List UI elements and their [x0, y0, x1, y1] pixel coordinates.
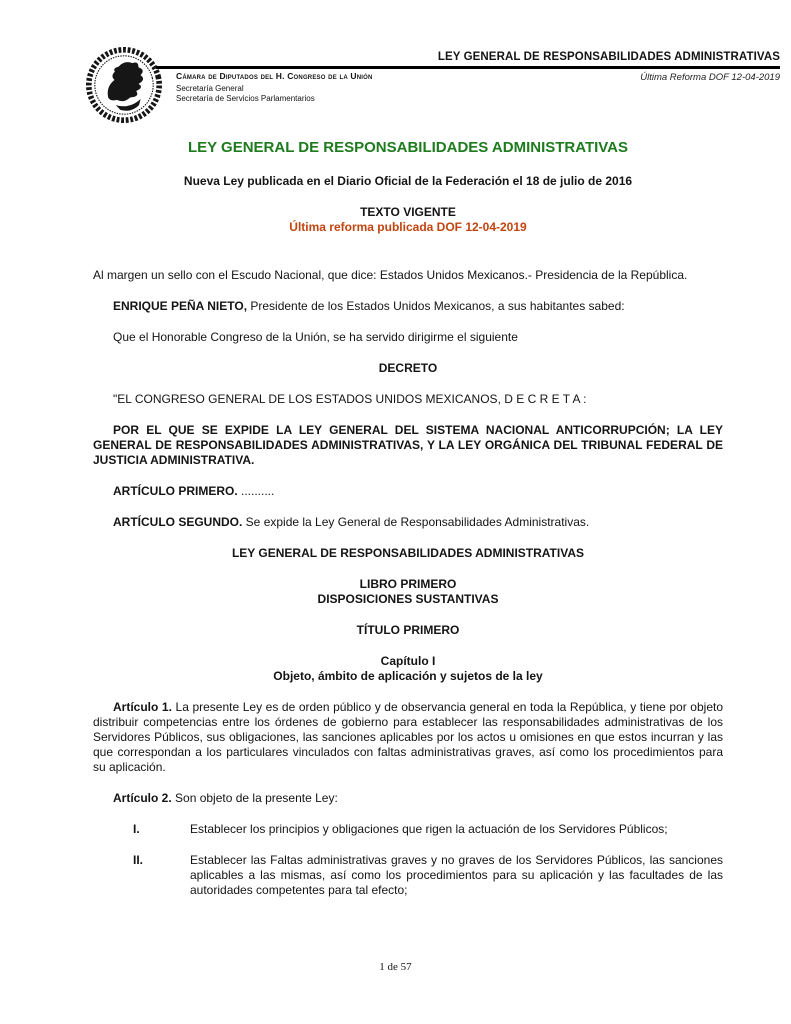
articulo-segundo-rest: Se expide la Ley General de Responsabilidades Administrativas.	[242, 515, 590, 529]
heading-libro-primero	[93, 577, 723, 607]
capitulo-line: Capítulo I	[380, 654, 436, 668]
law-title: LEY GENERAL DE RESPONSABILIDADES ADMINISTRATIVAS	[187, 139, 629, 156]
header-doc-title: LEY GENERAL DE RESPONSABILIDADES ADMINISTRATIVAS	[437, 51, 780, 63]
paragraph-congreso: Que el Honorable Congreso de la Unión, se ha servido dirigirme el siguiente	[113, 330, 518, 344]
heading-titulo-primero: TÍTULO PRIMERO	[356, 623, 460, 637]
paragraph-articulo-primero	[93, 484, 723, 499]
paragraph-expide: POR EL QUE SE EXPIDE LA LEY GENERAL DEL SISTEMA NACIONAL ANTICORRUPCIÓN; LA LEY GENERAL DE RESPONSABILIDADES ADMINISTRATIVAS, Y LA LEY ORGÁNICA DEL TRIBUNAL FEDERAL DE JUSTICIA ADMINISTRATIVA.	[93, 423, 723, 467]
articulo-1-lead: Artículo 1.	[113, 700, 172, 714]
heading-capitulo-i	[93, 654, 723, 684]
articulo-segundo-lead: ARTÍCULO SEGUNDO.	[113, 515, 243, 529]
fraction-numeral: II.	[133, 853, 144, 867]
publication-note: Nueva Ley publicada en el Diario Oficial de la Federación el 18 de julio de 2016	[183, 174, 633, 188]
paragraph-presidente	[93, 299, 723, 314]
document-body	[93, 139, 723, 898]
presidente-rest: Presidente de los Estados Unidos Mexicanos, a sus habitantes sabed:	[247, 299, 625, 313]
libro-line: LIBRO PRIMERO	[359, 577, 457, 591]
articulo-2-rest: Son objeto de la presente Ley:	[171, 791, 338, 805]
fraction-text: Establecer los principios y obligaciones que rigen la actuación de los Servidores Públicos;	[190, 822, 668, 836]
header-last-reform: Última Reforma DOF 12-04-2019	[640, 72, 780, 83]
fraction-text: Establecer las Faltas administrativas graves y no graves de los Servidores Públicos, las sanciones aplicables a las mismas, así como los procedimientos para su aplicación y las facultades de las autoridades competentes para tal efecto;	[190, 853, 723, 897]
header-rule	[156, 66, 780, 69]
articulo-2-lead: Artículo 2.	[113, 791, 172, 805]
header-chamber: Cámara de Diputados del H. Congreso de la Unión	[176, 71, 373, 81]
articulo-primero-lead: ARTÍCULO PRIMERO.	[113, 484, 238, 498]
libro-subtitle: DISPOSICIONES SUSTANTIVAS	[317, 592, 499, 606]
fraction-item-i	[93, 822, 723, 837]
paragraph-articulo-segundo	[93, 515, 723, 530]
header-secretariat-parliamentary: Secretaría de Servicios Parlamentarios	[176, 94, 315, 103]
fraction-item-ii	[93, 853, 723, 898]
heading-decreto: DECRETO	[378, 361, 438, 375]
header-secretariat-general: Secretaría General	[176, 84, 244, 93]
articulo-primero-rest: ..........	[237, 484, 275, 498]
presidente-name: ENRIQUE PEÑA NIETO,	[113, 299, 248, 313]
paragraph-al-margen: Al margen un sello con el Escudo Nacional, que dice: Estados Unidos Mexicanos.- Presidencia de la República.	[93, 268, 688, 282]
articulo-1-rest: La presente Ley es de orden público y de observancia general en toda la República, y tiene por objeto distribuir competencias entre los órdenes de gobierno para establecer las responsabilidades administrativas de los Servidores Públicos, sus obligaciones, las sanciones aplicables por los actos u omisiones en que estos incurran y las que correspondan a los particulares vinculados con faltas administrativas graves, así como los procedimientos para su aplicación.	[93, 700, 723, 774]
mexican-coat-of-arms-icon	[84, 42, 164, 128]
paragraph-decreta: "EL CONGRESO GENERAL DE LOS ESTADOS UNIDOS MEXICANOS, D E C R E T A :	[113, 392, 587, 406]
heading-ley-general: LEY GENERAL DE RESPONSABILIDADES ADMINISTRATIVAS	[231, 546, 585, 560]
paragraph-articulo-2	[93, 791, 723, 806]
paragraph-articulo-1	[93, 700, 723, 775]
status-texto-vigente: TEXTO VIGENTE	[360, 205, 456, 219]
page-number: 1 de 57	[379, 961, 412, 973]
capitulo-subtitle: Objeto, ámbito de aplicación y sujetos de la ley	[273, 669, 543, 683]
fraction-numeral: I.	[133, 822, 140, 836]
reform-note: Última reforma publicada DOF 12-04-2019	[289, 220, 527, 234]
